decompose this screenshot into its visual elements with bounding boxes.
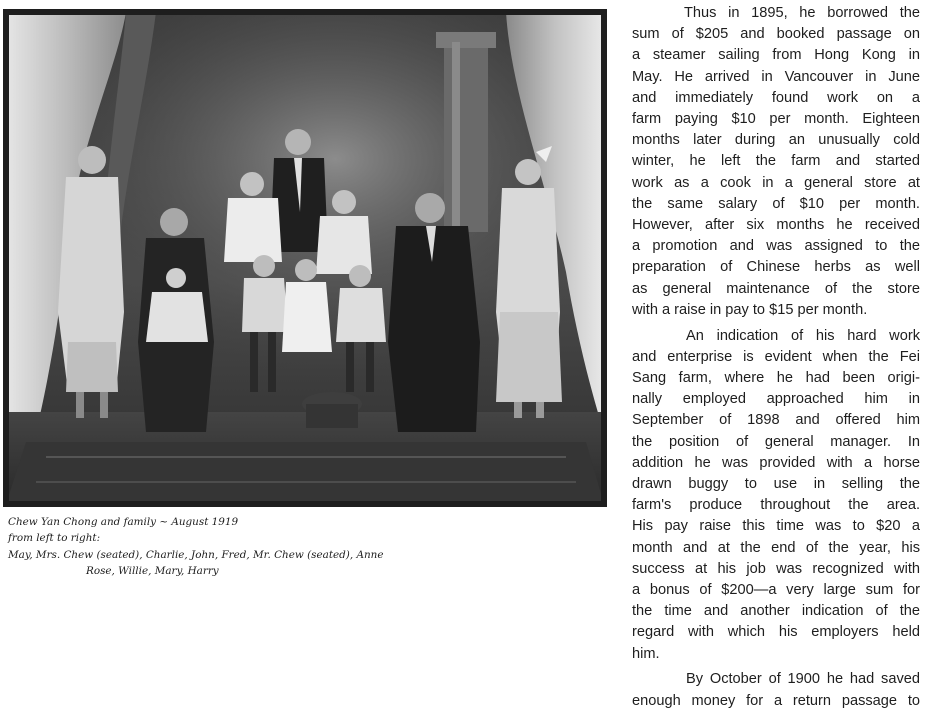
text-line: An indication of his hard work bbox=[686, 327, 920, 344]
photo-illustration bbox=[6, 12, 604, 504]
text-line: work as a cook in a general store at bbox=[632, 174, 920, 191]
text-line: nally employed approached him in bbox=[632, 391, 920, 408]
family-photograph bbox=[6, 12, 604, 504]
text-line: His pay raise this time was to $20 a bbox=[632, 518, 920, 535]
caption-subtitle: from left to right: bbox=[8, 532, 101, 545]
text-line: addition he was provided with a horse bbox=[632, 454, 920, 471]
text-line: with a raise in pay to $15 per month. bbox=[632, 301, 868, 318]
text-line: September of 1898 and offered him bbox=[632, 412, 920, 429]
text-line: the time and another indication of the bbox=[632, 603, 920, 620]
text-line: Thus in 1895, he borrowed the bbox=[684, 5, 920, 21]
caption-names-line1: May, Mrs. Chew (seated), Charlie, John, Fred, Mr. Chew (seated), Anne bbox=[8, 548, 384, 561]
paragraph-3 bbox=[632, 669, 920, 711]
text-line: However, after six months he received bbox=[632, 217, 920, 234]
text-line: as general maintenance of the store bbox=[632, 280, 920, 297]
text-line: Sang farm, where he had been origi- bbox=[632, 370, 920, 387]
text-line: By October of 1900 he had saved bbox=[686, 671, 920, 688]
text-line: him. bbox=[632, 645, 660, 662]
caption-title: Chew Yan Chong and family ~ August 1919 bbox=[8, 516, 239, 528]
text-line: drawn buggy to use in selling the bbox=[632, 476, 920, 493]
text-line: months later during an unusually cold bbox=[632, 132, 920, 149]
text-line: sum of $205 and booked passage on bbox=[632, 26, 920, 43]
text-line: farm paying $10 per month. Eighteen bbox=[632, 111, 920, 128]
text-line: and immediately found work on a bbox=[632, 89, 920, 106]
text-line: farm's produce throughout the area. bbox=[632, 497, 920, 514]
text-line: regard with which his employers held bbox=[632, 624, 920, 641]
text-line: the position of general manager. In bbox=[632, 433, 920, 450]
paragraph-1 bbox=[632, 3, 920, 321]
text-line: preparation of Chinese herbs as well bbox=[632, 259, 920, 276]
caption-names-line2: Rose, Willie, Mary, Harry bbox=[86, 564, 219, 577]
text-line: month and at the end of the year, his bbox=[632, 539, 920, 556]
text-line: a steamer sailing from Hong Kong in bbox=[632, 47, 920, 64]
text-line: winter, he left the farm and started bbox=[632, 153, 920, 170]
text-line: May. He arrived in Vancouver in June bbox=[632, 68, 920, 85]
photo-caption bbox=[8, 514, 388, 579]
text-line: a promotion and was assigned to the bbox=[632, 238, 920, 255]
text-line: and enterprise is evident when the Fei bbox=[632, 348, 920, 365]
text-line: a bonus of $200—a very large sum for bbox=[632, 582, 920, 599]
body-text-column bbox=[632, 3, 920, 712]
text-line: the same salary of $10 per month. bbox=[632, 195, 920, 212]
text-line: success at his job was recognized with bbox=[632, 560, 920, 577]
text-line: enough money for a return passage to bbox=[632, 692, 920, 709]
paragraph-2 bbox=[632, 326, 920, 665]
